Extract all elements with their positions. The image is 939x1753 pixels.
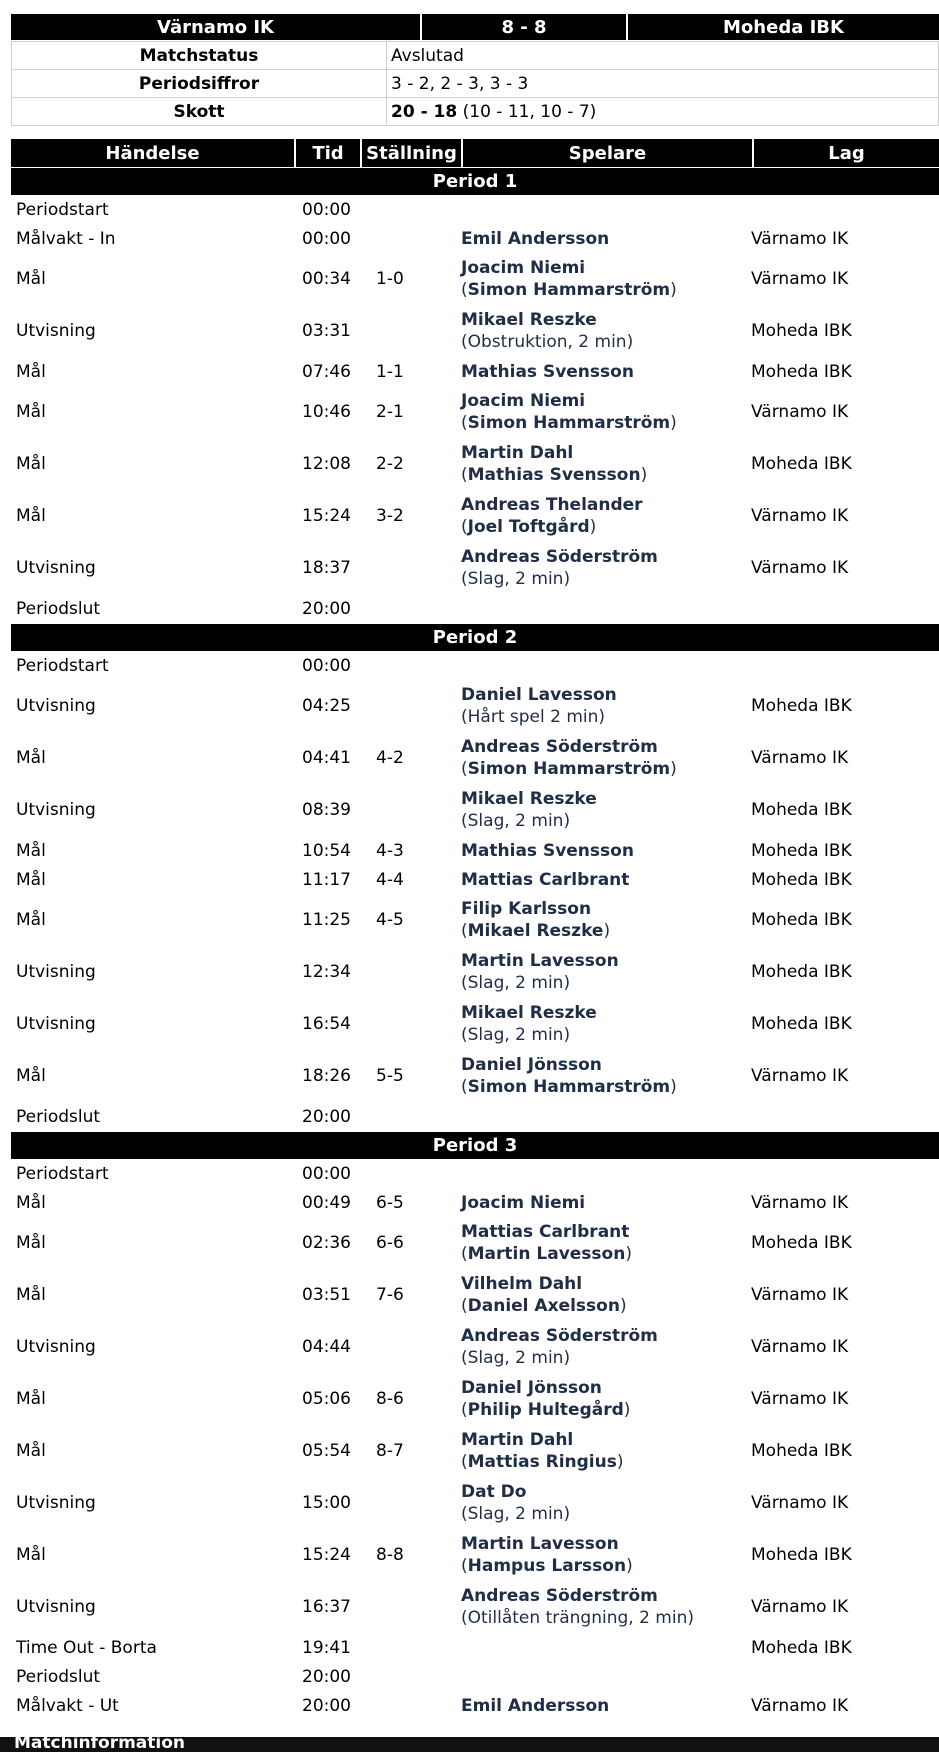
event-type: Utvisning bbox=[16, 1597, 96, 1617]
event-time: 08:39 bbox=[302, 800, 351, 820]
event-type: Mål bbox=[16, 1389, 46, 1409]
event-type: Målvakt - Ut bbox=[16, 1695, 119, 1716]
event-score: 4-2 bbox=[376, 748, 404, 768]
event-score: 1-0 bbox=[376, 269, 404, 289]
event-type: Utvisning bbox=[16, 1014, 96, 1034]
event-player-cell bbox=[457, 494, 746, 538]
event-type: Mål bbox=[16, 1285, 46, 1305]
player-link[interactable]: Andreas Söderström bbox=[461, 547, 658, 567]
penalty-detail: (Slag, 2 min) bbox=[461, 1504, 571, 1524]
info-row bbox=[11, 98, 939, 126]
event-score: 1-1 bbox=[376, 361, 404, 382]
event-row bbox=[11, 1050, 939, 1102]
assist-line: (Mattias Ringius) bbox=[461, 1452, 624, 1472]
event-type: Utvisning bbox=[16, 321, 96, 341]
event-time: 15:24 bbox=[302, 506, 351, 526]
event-type: Mål bbox=[16, 840, 46, 861]
event-row bbox=[11, 253, 939, 305]
event-time: 00:00 bbox=[302, 228, 351, 249]
event-row bbox=[11, 1425, 939, 1477]
event-team: Moheda IBK bbox=[751, 1545, 852, 1565]
event-time: 20:00 bbox=[302, 1666, 351, 1687]
event-row bbox=[11, 894, 939, 946]
event-row bbox=[11, 1102, 939, 1131]
event-team: Moheda IBK bbox=[751, 910, 852, 930]
player-link[interactable]: Mathias Svensson bbox=[461, 840, 634, 861]
events-header bbox=[11, 139, 939, 167]
event-time: 16:54 bbox=[302, 1014, 351, 1034]
event-player-cell bbox=[457, 1481, 746, 1525]
event-team: Värnamo IK bbox=[751, 1493, 849, 1513]
event-time: 18:26 bbox=[302, 1066, 351, 1086]
event-time: 05:06 bbox=[302, 1389, 351, 1409]
event-score: 4-5 bbox=[376, 910, 404, 930]
event-team: Moheda IBK bbox=[751, 361, 852, 382]
event-player-cell bbox=[457, 442, 746, 486]
event-row bbox=[11, 195, 939, 224]
event-player-cell bbox=[457, 1377, 746, 1421]
assist-line: (Philip Hultegård) bbox=[461, 1400, 631, 1420]
event-team: Moheda IBK bbox=[751, 1233, 852, 1253]
penalty-detail: (Slag, 2 min) bbox=[461, 1025, 571, 1045]
event-team: Värnamo IK bbox=[751, 506, 849, 526]
event-row bbox=[11, 1581, 939, 1633]
assist-line: (Simon Hammarström) bbox=[461, 1077, 677, 1097]
event-row bbox=[11, 1691, 939, 1720]
event-time: 11:17 bbox=[302, 869, 351, 890]
info-value bbox=[387, 98, 938, 125]
event-score: 5-5 bbox=[376, 1066, 404, 1086]
event-type: Utvisning bbox=[16, 1493, 96, 1513]
event-row bbox=[11, 784, 939, 836]
event-team: Värnamo IK bbox=[751, 402, 849, 422]
assist-player-link[interactable]: Hampus Larsson bbox=[467, 1556, 627, 1576]
assist-line: (Simon Hammarström) bbox=[461, 413, 677, 433]
assist-line: (Joel Toftgård) bbox=[461, 517, 597, 537]
event-player-cell bbox=[457, 898, 746, 942]
player-link[interactable]: Filip Karlsson bbox=[461, 899, 592, 919]
player-link[interactable]: Andreas Söderström bbox=[461, 1586, 658, 1606]
event-type: Utvisning bbox=[16, 558, 96, 578]
player-link[interactable]: Daniel Jönsson bbox=[461, 1055, 602, 1075]
info-value-bold: 20 - 18 bbox=[391, 101, 458, 122]
match-info-table bbox=[11, 41, 939, 126]
event-time: 00:34 bbox=[302, 269, 351, 289]
event-time: 15:24 bbox=[302, 1545, 351, 1565]
info-value-text: Avslutad bbox=[391, 45, 464, 66]
event-row bbox=[11, 1321, 939, 1373]
penalty-detail: (Slag, 2 min) bbox=[461, 1348, 571, 1368]
player-link[interactable]: Emil Andersson bbox=[461, 228, 610, 249]
assist-line: (Simon Hammarström) bbox=[461, 759, 677, 779]
event-time: 00:00 bbox=[302, 655, 351, 676]
event-row bbox=[11, 1529, 939, 1581]
event-time: 00:49 bbox=[302, 1192, 351, 1213]
event-type: Mål bbox=[16, 454, 46, 474]
info-row bbox=[11, 70, 939, 98]
event-time: 03:51 bbox=[302, 1285, 351, 1305]
event-player-cell bbox=[457, 309, 746, 353]
event-player-cell bbox=[457, 546, 746, 590]
event-time: 10:54 bbox=[302, 840, 351, 861]
event-row bbox=[11, 594, 939, 623]
player-link[interactable]: Mathias Svensson bbox=[461, 361, 634, 382]
event-type: Mål bbox=[16, 1441, 46, 1461]
event-row bbox=[11, 865, 939, 894]
player-link[interactable]: Martin Dahl bbox=[461, 1430, 574, 1450]
event-row bbox=[11, 680, 939, 732]
event-row bbox=[11, 1159, 939, 1188]
event-row bbox=[11, 224, 939, 253]
event-row bbox=[11, 732, 939, 784]
event-score: 3-2 bbox=[376, 506, 404, 526]
event-player-cell bbox=[457, 736, 746, 780]
assist-player-link[interactable]: Simon Hammarström bbox=[467, 280, 671, 300]
event-team: Moheda IBK bbox=[751, 840, 852, 861]
event-row bbox=[11, 1662, 939, 1691]
assist-player-link[interactable]: Mikael Reszke bbox=[467, 921, 604, 941]
event-type: Periodslut bbox=[16, 1106, 101, 1127]
event-row bbox=[11, 438, 939, 490]
event-type: Periodstart bbox=[16, 199, 109, 220]
event-type: Målvakt - In bbox=[16, 228, 116, 249]
match-header bbox=[11, 14, 939, 40]
event-player-cell bbox=[457, 788, 746, 832]
event-team: Värnamo IK bbox=[751, 1192, 849, 1213]
event-type: Utvisning bbox=[16, 1337, 96, 1357]
event-team: Moheda IBK bbox=[751, 321, 852, 341]
period-header: Period 1 bbox=[11, 168, 939, 195]
player-link[interactable]: Mattias Carlbrant bbox=[461, 869, 630, 890]
final-score: 8 - 8 bbox=[422, 14, 628, 40]
col-time: Tid bbox=[296, 139, 362, 167]
event-time: 18:37 bbox=[302, 558, 351, 578]
event-row bbox=[11, 1477, 939, 1529]
col-score: Ställning bbox=[362, 139, 463, 167]
assist-line: (Simon Hammarström) bbox=[461, 280, 677, 300]
event-player-cell bbox=[457, 228, 746, 250]
event-player-cell bbox=[457, 390, 746, 434]
event-type: Periodslut bbox=[16, 598, 101, 619]
event-time: 11:25 bbox=[302, 910, 351, 930]
event-score: 8-8 bbox=[376, 1545, 404, 1565]
event-time: 20:00 bbox=[302, 598, 351, 619]
assist-player-link[interactable]: Philip Hultegård bbox=[467, 1400, 624, 1420]
event-player-cell bbox=[457, 1002, 746, 1046]
event-score: 7-6 bbox=[376, 1285, 404, 1305]
event-player-cell bbox=[457, 1695, 746, 1717]
event-time: 04:44 bbox=[302, 1337, 351, 1357]
info-value-text: (10 - 11, 10 - 7) bbox=[457, 101, 597, 122]
event-type: Periodstart bbox=[16, 655, 109, 676]
assist-player-link[interactable]: Daniel Axelsson bbox=[467, 1296, 620, 1316]
col-event: Händelse bbox=[11, 139, 296, 167]
player-link[interactable]: Daniel Jönsson bbox=[461, 1378, 602, 1398]
event-time: 02:36 bbox=[302, 1233, 351, 1253]
event-type: Mål bbox=[16, 910, 46, 930]
assist-player-link[interactable]: Simon Hammarström bbox=[467, 1077, 671, 1097]
event-row bbox=[11, 490, 939, 542]
period-header: Period 3 bbox=[11, 1132, 939, 1159]
player-link[interactable]: Martin Lavesson bbox=[461, 951, 619, 971]
event-player-cell bbox=[457, 1325, 746, 1369]
info-value bbox=[387, 70, 938, 97]
event-team: Värnamo IK bbox=[751, 1695, 849, 1716]
player-link[interactable]: Mikael Reszke bbox=[461, 310, 597, 330]
event-score: 2-1 bbox=[376, 402, 404, 422]
player-link[interactable]: Vilhelm Dahl bbox=[461, 1274, 583, 1294]
event-row bbox=[11, 651, 939, 680]
event-time: 12:08 bbox=[302, 454, 351, 474]
event-team: Moheda IBK bbox=[751, 1637, 852, 1658]
event-type: Time Out - Borta bbox=[16, 1637, 157, 1658]
event-score: 6-5 bbox=[376, 1192, 404, 1213]
event-score: 8-6 bbox=[376, 1389, 404, 1409]
event-team: Moheda IBK bbox=[751, 1014, 852, 1034]
event-type: Mål bbox=[16, 1066, 46, 1086]
event-type: Mål bbox=[16, 1545, 46, 1565]
match-information-bar bbox=[0, 1733, 939, 1753]
event-player-cell bbox=[457, 361, 746, 383]
event-time: 15:00 bbox=[302, 1493, 351, 1513]
player-link[interactable]: Andreas Söderström bbox=[461, 737, 658, 757]
event-team: Värnamo IK bbox=[751, 748, 849, 768]
event-team: Moheda IBK bbox=[751, 869, 852, 890]
player-link[interactable]: Daniel Lavesson bbox=[461, 685, 617, 705]
player-link[interactable]: Mikael Reszke bbox=[461, 789, 597, 809]
period-header: Period 2 bbox=[11, 624, 939, 651]
event-player-cell bbox=[457, 684, 746, 728]
event-player-cell bbox=[457, 1585, 746, 1629]
event-time: 03:31 bbox=[302, 321, 351, 341]
assist-player-link[interactable]: Mattias Ringius bbox=[467, 1452, 617, 1472]
event-time: 20:00 bbox=[302, 1106, 351, 1127]
penalty-detail: (Obstruktion, 2 min) bbox=[461, 332, 634, 352]
event-row bbox=[11, 1188, 939, 1217]
event-player-cell bbox=[457, 1533, 746, 1577]
event-team: Moheda IBK bbox=[751, 800, 852, 820]
event-team: Värnamo IK bbox=[751, 1389, 849, 1409]
event-time: 12:34 bbox=[302, 962, 351, 982]
event-score: 4-3 bbox=[376, 840, 404, 861]
event-team: Värnamo IK bbox=[751, 1285, 849, 1305]
info-label: Matchstatus bbox=[12, 42, 387, 69]
event-type: Utvisning bbox=[16, 962, 96, 982]
event-type: Mål bbox=[16, 269, 46, 289]
match-information-label: Matchinformation bbox=[14, 1733, 186, 1753]
player-link[interactable]: Joacim Niemi bbox=[461, 258, 586, 278]
event-row bbox=[11, 357, 939, 386]
info-value bbox=[387, 42, 938, 69]
events-table bbox=[11, 168, 939, 1720]
player-link[interactable]: Martin Dahl bbox=[461, 443, 574, 463]
col-team: Lag bbox=[828, 142, 865, 164]
event-team: Värnamo IK bbox=[751, 269, 849, 289]
event-type: Mål bbox=[16, 1192, 46, 1213]
event-time: 20:00 bbox=[302, 1695, 351, 1716]
event-row bbox=[11, 998, 939, 1050]
event-team: Värnamo IK bbox=[751, 228, 849, 249]
event-type: Utvisning bbox=[16, 800, 96, 820]
event-player-cell bbox=[457, 950, 746, 994]
assist-player-link[interactable]: Simon Hammarström bbox=[467, 413, 671, 433]
event-player-cell bbox=[457, 840, 746, 862]
assist-line: (Mikael Reszke) bbox=[461, 921, 611, 941]
assist-line: (Mathias Svensson) bbox=[461, 465, 648, 485]
event-player-cell bbox=[457, 257, 746, 301]
event-row bbox=[11, 836, 939, 865]
info-value-text: 3 - 2, 2 - 3, 3 - 3 bbox=[391, 73, 529, 94]
event-type: Utvisning bbox=[16, 696, 96, 716]
event-type: Mål bbox=[16, 748, 46, 768]
event-time: 05:54 bbox=[302, 1441, 351, 1461]
event-row bbox=[11, 305, 939, 357]
event-team: Moheda IBK bbox=[751, 696, 852, 716]
event-type: Mål bbox=[16, 869, 46, 890]
event-time: 00:00 bbox=[302, 199, 351, 220]
event-type: Periodstart bbox=[16, 1163, 109, 1184]
event-player-cell bbox=[457, 1221, 746, 1265]
event-time: 04:25 bbox=[302, 696, 351, 716]
event-row bbox=[11, 1269, 939, 1321]
penalty-detail: (Slag, 2 min) bbox=[461, 569, 571, 589]
penalty-detail: (Slag, 2 min) bbox=[461, 973, 571, 993]
event-player-cell bbox=[457, 1054, 746, 1098]
event-time: 07:46 bbox=[302, 361, 351, 382]
event-team: Värnamo IK bbox=[751, 1066, 849, 1086]
event-score: 8-7 bbox=[376, 1441, 404, 1461]
assist-player-link[interactable]: Martin Lavesson bbox=[467, 1244, 626, 1264]
event-time: 19:41 bbox=[302, 1637, 351, 1658]
event-time: 10:46 bbox=[302, 402, 351, 422]
info-row bbox=[11, 41, 939, 70]
home-team[interactable]: Värnamo IK bbox=[11, 14, 422, 40]
event-player-cell bbox=[457, 1192, 746, 1214]
assist-player-link[interactable]: Simon Hammarström bbox=[467, 759, 671, 779]
event-player-cell bbox=[457, 1273, 746, 1317]
event-row bbox=[11, 946, 939, 998]
player-link[interactable]: Joacim Niemi bbox=[461, 391, 586, 411]
event-type: Mål bbox=[16, 506, 46, 526]
player-link[interactable]: Mattias Carlbrant bbox=[461, 1222, 630, 1242]
assist-line: (Daniel Axelsson) bbox=[461, 1296, 627, 1316]
event-team: Moheda IBK bbox=[751, 962, 852, 982]
assist-line: (Martin Lavesson) bbox=[461, 1244, 632, 1264]
penalty-detail: (Slag, 2 min) bbox=[461, 811, 571, 831]
event-score: 2-2 bbox=[376, 454, 404, 474]
assist-player-link[interactable]: Joel Toftgård bbox=[467, 517, 590, 537]
event-team: Värnamo IK bbox=[751, 558, 849, 578]
player-link[interactable]: Joacim Niemi bbox=[461, 1192, 586, 1213]
event-row bbox=[11, 1373, 939, 1425]
event-player-cell bbox=[457, 1429, 746, 1473]
match-report bbox=[11, 14, 939, 1720]
event-row bbox=[11, 1217, 939, 1269]
player-link[interactable]: Mikael Reszke bbox=[461, 1003, 597, 1023]
event-time: 00:00 bbox=[302, 1163, 351, 1184]
assist-player-link[interactable]: Mathias Svensson bbox=[467, 465, 641, 485]
player-link[interactable]: Dat Do bbox=[461, 1482, 527, 1502]
col-player: Spelare bbox=[463, 139, 754, 167]
info-label: Skott bbox=[12, 98, 387, 125]
event-team: Värnamo IK bbox=[751, 1597, 849, 1617]
away-team[interactable]: Moheda IBK bbox=[723, 16, 844, 38]
event-time: 04:41 bbox=[302, 748, 351, 768]
event-time: 16:37 bbox=[302, 1597, 351, 1617]
event-row bbox=[11, 1633, 939, 1662]
event-player-cell bbox=[457, 869, 746, 891]
event-row bbox=[11, 542, 939, 594]
info-label: Periodsiffror bbox=[12, 70, 387, 97]
player-link[interactable]: Martin Lavesson bbox=[461, 1534, 619, 1554]
event-row bbox=[11, 386, 939, 438]
penalty-detail: (Otillåten trängning, 2 min) bbox=[461, 1608, 694, 1628]
event-type: Mål bbox=[16, 1233, 46, 1253]
player-link[interactable]: Emil Andersson bbox=[461, 1695, 610, 1716]
player-link[interactable]: Andreas Thelander bbox=[461, 495, 643, 515]
assist-line: (Hampus Larsson) bbox=[461, 1556, 633, 1576]
event-type: Mål bbox=[16, 402, 46, 422]
penalty-detail: (Hårt spel 2 min) bbox=[461, 707, 606, 727]
event-score: 6-6 bbox=[376, 1233, 404, 1253]
event-type: Mål bbox=[16, 361, 46, 382]
event-score: 4-4 bbox=[376, 869, 404, 890]
event-team: Värnamo IK bbox=[751, 1337, 849, 1357]
event-team: Moheda IBK bbox=[751, 1441, 852, 1461]
event-team: Moheda IBK bbox=[751, 454, 852, 474]
player-link[interactable]: Andreas Söderström bbox=[461, 1326, 658, 1346]
event-type: Periodslut bbox=[16, 1666, 101, 1687]
